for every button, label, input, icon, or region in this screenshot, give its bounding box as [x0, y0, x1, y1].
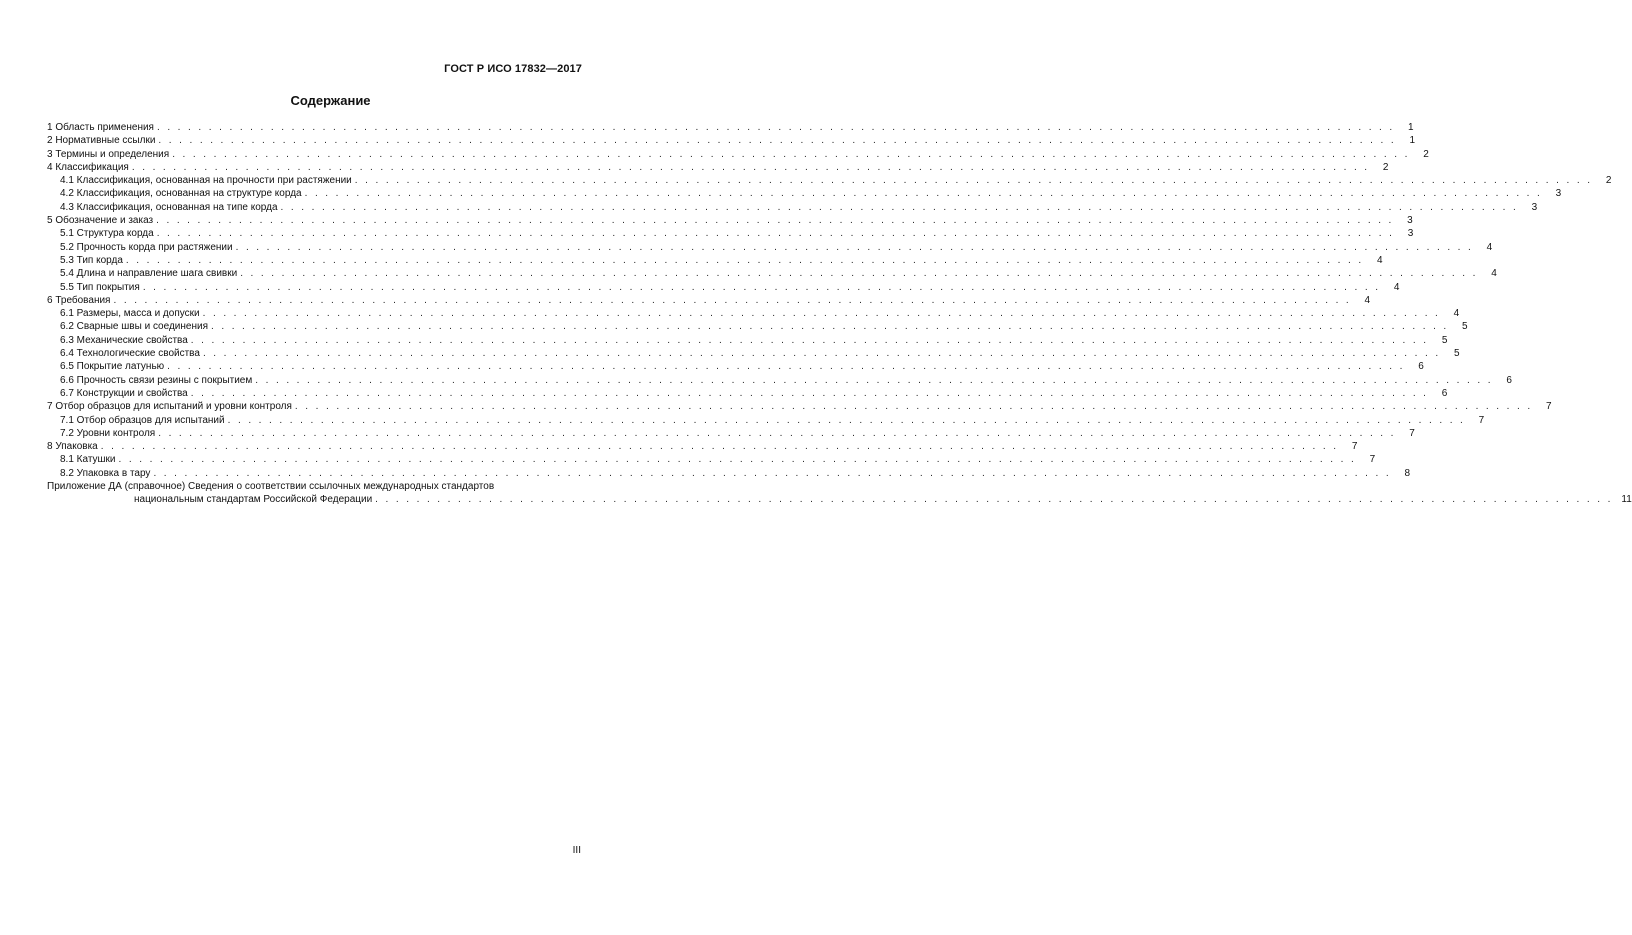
toc-entry[interactable]: [47, 187, 1562, 200]
toc-entry[interactable]: [47, 201, 1538, 214]
toc-entry-page: 7: [1409, 427, 1415, 439]
toc-entry[interactable]: [47, 214, 1413, 227]
toc-annex-label: национальным стандартам Российской Федерации: [134, 494, 373, 506]
toc-entry[interactable]: [47, 254, 1383, 267]
toc-entry[interactable]: [47, 440, 1358, 453]
toc-entry-page: 7: [1369, 454, 1376, 466]
toc-entry-label: 5.4 Длина и направление шага свивки: [60, 268, 238, 280]
toc-dot-leader: . . . . . . . . . . . . . . . . . . . . . . . . . . . . . . . . . . . . . . . . . . . . . . . . . . . . . . . . . . . . . . . . . . . . . . . . . . . . . . . . . . . . . . . . . . . . . . . . . . . . . . . . . . . . . . . . . . . . . . . .: [125, 254, 1364, 266]
toc-entry[interactable]: [47, 320, 1468, 333]
toc-entry-page: 4: [1376, 254, 1383, 266]
toc-entry[interactable]: [47, 148, 1429, 161]
toc-entry-label: 8.1 Катушки: [60, 454, 116, 466]
toc-dot-leader: . . . . . . . . . . . . . . . . . . . . . . . . . . . . . . . . . . . . . . . . . . . . . . . . . . . . . . . . . . . . . . . . . . . . . . . . . . . . . . . . . . . . . . . . . . . . . . . . . . . . . . . . . . . . . . . . . . . . . . . .: [167, 361, 1405, 373]
toc-entry-page: 4: [1486, 241, 1493, 253]
toc-entry-page: 5: [1454, 348, 1460, 360]
toc-entry[interactable]: [47, 267, 1497, 280]
toc-entry-label: 5.3 Тип корда: [60, 254, 123, 266]
toc-entry-page: 3: [1407, 215, 1413, 227]
toc-dot-leader: . . . . . . . . . . . . . . . . . . . . . . . . . . . . . . . . . . . . . . . . . . . . . . . . . . . . . . . . . . . . . . . . . . . . . . . . . . . . . . . . . . . . . . . . . . . . . . . . . . . . . . . . . . . . . . . . . . . . . . . .: [156, 122, 1395, 133]
toc-entry[interactable]: [47, 467, 1411, 480]
toc-dot-leader: . . . . . . . . . . . . . . . . . . . . . . . . . . . . . . . . . . . . . . . . . . . . . . . . . . . . . . . . . . . . . . . . . . . . . . . . . . . . . . . . . . . . . . . . . . . . . . . . . . . . . . . . . . . . . . . . . . . . . . . .: [131, 161, 1370, 173]
toc-entry[interactable]: [47, 307, 1460, 320]
toc-dot-leader: . . . . . . . . . . . . . . . . . . . . . . . . . . . . . . . . . . . . . . . . . . . . . . . . . . . . . . . . . . . . . . . . . . . . . . . . . . . . . . . . . . . . . . . . . . . . . . . . . . . . . . . . . . . . . . . . . . . . . . . .: [156, 228, 1395, 240]
toc-entry-label: 5.1 Структура корда: [60, 228, 154, 240]
toc-title: Содержание: [290, 93, 371, 108]
toc-entry-label: 1 Область применения: [47, 122, 154, 133]
toc-entry-label: 7.2 Уровни контроля: [60, 427, 156, 439]
toc-dot-leader: . . . . . . . . . . . . . . . . . . . . . . . . . . . . . . . . . . . . . . . . . . . . . . . . . . . . . . . . . . . . . . . . . . . . . . . . . . . . . . . . . . . . . . . . . . . . . . . . . . . . . . . . . . . . . . . . . . . . . . . .: [190, 334, 1429, 346]
toc-dot-leader: . . . . . . . . . . . . . . . . . . . . . . . . . . . . . . . . . . . . . . . . . . . . . . . . . . . . . . . . . . . . . . . . . . . . . . . . . . . . . . . . . . . . . . . . . . . . . . . . . . . . . . . . . . . . . . . . . . . . . . . .: [375, 494, 1613, 506]
toc-entry[interactable]: [47, 453, 1376, 466]
toc-dot-leader: . . . . . . . . . . . . . . . . . . . . . . . . . . . . . . . . . . . . . . . . . . . . . . . . . . . . . . . . . . . . . . . . . . . . . . . . . . . . . . . . . . . . . . . . . . . . . . . . . . . . . . . . . . . . . . . . . . . . . . . .: [190, 387, 1429, 399]
toc-entry[interactable]: [47, 374, 1512, 387]
toc-entry-label: 6.1 Размеры, масса и допуски: [60, 308, 200, 320]
page-number: III: [572, 845, 581, 856]
toc-dot-leader: . . . . . . . . . . . . . . . . . . . . . . . . . . . . . . . . . . . . . . . . . . . . . . . . . . . . . . . . . . . . . . . . . . . . . . . . . . . . . . . . . . . . . . . . . . . . . . . . . . . . . . . . . . . . . . . . . . . . . . . .: [156, 215, 1394, 227]
toc-entry[interactable]: [47, 294, 1371, 307]
toc-entry-label: 4.3 Классификация, основанная на типе корда: [60, 201, 278, 213]
toc-dot-leader: . . . . . . . . . . . . . . . . . . . . . . . . . . . . . . . . . . . . . . . . . . . . . . . . . . . . . . . . . . . . . . . . . . . . . . . . . . . . . . . . . . . . . . . . . . . . . . . . . . . . . . . . . . . . . . . . . . . . . . . .: [100, 441, 1339, 453]
toc-entry[interactable]: [47, 414, 1485, 427]
toc-dot-leader: . . . . . . . . . . . . . . . . . . . . . . . . . . . . . . . . . . . . . . . . . . . . . . . . . . . . . . . . . . . . . . . . . . . . . . . . . . . . . . . . . . . . . . . . . . . . . . . . . . . . . . . . . . . . . . . . . . . . . . . .: [294, 401, 1533, 413]
toc-entry[interactable]: [47, 161, 1389, 174]
toc-dot-leader: . . . . . . . . . . . . . . . . . . . . . . . . . . . . . . . . . . . . . . . . . . . . . . . . . . . . . . . . . . . . . . . . . . . . . . . . . . . . . . . . . . . . . . . . . . . . . . . . . . . . . . . . . . . . . . . . . . . . . . . .: [202, 348, 1441, 360]
table-of-contents: [47, 121, 1632, 507]
toc-entry-label: 4 Классификация: [47, 161, 129, 173]
toc-entry-page: 2: [1605, 175, 1612, 187]
toc-entry-label: 6.5 Покрытие латунью: [60, 361, 165, 373]
toc-dot-leader: . . . . . . . . . . . . . . . . . . . . . . . . . . . . . . . . . . . . . . . . . . . . . . . . . . . . . . . . . . . . . . . . . . . . . . . . . . . . . . . . . . . . . . . . . . . . . . . . . . . . . . . . . . . . . . . . . . . . . . . .: [227, 414, 1466, 426]
toc-entry-page: 6: [1506, 374, 1512, 386]
toc-annex-entry[interactable]: [47, 480, 1632, 507]
toc-dot-leader: . . . . . . . . . . . . . . . . . . . . . . . . . . . . . . . . . . . . . . . . . . . . . . . . . . . . . . . . . . . . . . . . . . . . . . . . . . . . . . . . . . . . . . . . . . . . . . . . . . . . . . . . . . . . . . . . . . . . . . . .: [202, 308, 1441, 320]
toc-entry-page: 4: [1364, 294, 1371, 306]
toc-entry-page: 7: [1478, 414, 1485, 426]
toc-entry[interactable]: [47, 347, 1460, 360]
toc-entry-label: 6.6 Прочность связи резины с покрытием: [60, 374, 253, 386]
toc-dot-leader: . . . . . . . . . . . . . . . . . . . . . . . . . . . . . . . . . . . . . . . . . . . . . . . . . . . . . . . . . . . . . . . . . . . . . . . . . . . . . . . . . . . . . . . . . . . . . . . . . . . . . . . . . . . . . . . . . . . . . . . .: [304, 188, 1543, 200]
toc-dot-leader: . . . . . . . . . . . . . . . . . . . . . . . . . . . . . . . . . . . . . . . . . . . . . . . . . . . . . . . . . . . . . . . . . . . . . . . . . . . . . . . . . . . . . . . . . . . . . . . . . . . . . . . . . . . . . . . . . . . . . . . .: [118, 454, 1357, 466]
toc-entry[interactable]: [47, 360, 1424, 373]
toc-entry-page: 1: [1408, 122, 1414, 133]
toc-entry[interactable]: [47, 427, 1415, 440]
document-id: ГОСТ Р ИСО 17832—2017: [444, 63, 582, 75]
toc-entry[interactable]: [47, 227, 1414, 240]
toc-entry-page: 2: [1382, 161, 1389, 173]
toc-entry[interactable]: [47, 387, 1448, 400]
toc-entry-page: 3: [1407, 228, 1414, 240]
toc-annex-page: 11: [1621, 494, 1632, 506]
toc-entry[interactable]: [47, 334, 1448, 347]
toc-entry-label: 6.2 Сварные швы и соединения: [60, 321, 208, 333]
toc-dot-leader: . . . . . . . . . . . . . . . . . . . . . . . . . . . . . . . . . . . . . . . . . . . . . . . . . . . . . . . . . . . . . . . . . . . . . . . . . . . . . . . . . . . . . . . . . . . . . . . . . . . . . . . . . . . . . . . . . . . . . . . .: [158, 135, 1397, 147]
toc-dot-leader: . . . . . . . . . . . . . . . . . . . . . . . . . . . . . . . . . . . . . . . . . . . . . . . . . . . . . . . . . . . . . . . . . . . . . . . . . . . . . . . . . . . . . . . . . . . . . . . . . . . . . . . . . . . . . . . . . . . . . . . .: [255, 374, 1493, 386]
toc-entry[interactable]: [47, 134, 1416, 147]
toc-dot-leader: . . . . . . . . . . . . . . . . . . . . . . . . . . . . . . . . . . . . . . . . . . . . . . . . . . . . . . . . . . . . . . . . . . . . . . . . . . . . . . . . . . . . . . . . . . . . . . . . . . . . . . . . . . . . . . . . . . . . . . . .: [210, 321, 1449, 333]
toc-annex-title: Приложение ДА (справочное) Сведения о соответствии ссылочных международных стандартов: [47, 481, 495, 493]
toc-entry-label: 8.2 Упаковка в тару: [60, 467, 151, 479]
toc-entry-page: 4: [1491, 268, 1497, 280]
toc-entry-label: 6 Требования: [47, 294, 111, 306]
toc-entry[interactable]: [47, 174, 1612, 187]
toc-dot-leader: . . . . . . . . . . . . . . . . . . . . . . . . . . . . . . . . . . . . . . . . . . . . . . . . . . . . . . . . . . . . . . . . . . . . . . . . . . . . . . . . . . . . . . . . . . . . . . . . . . . . . . . . . . . . . . . . . . . . . . . .: [172, 148, 1410, 160]
toc-entry[interactable]: [47, 121, 1414, 134]
toc-annex-continuation: [47, 493, 1632, 506]
toc-entry-label: 7.1 Отбор образцов для испытаний: [60, 414, 225, 426]
toc-entry-page: 5: [1441, 334, 1448, 346]
toc-dot-leader: . . . . . . . . . . . . . . . . . . . . . . . . . . . . . . . . . . . . . . . . . . . . . . . . . . . . . . . . . . . . . . . . . . . . . . . . . . . . . . . . . . . . . . . . . . . . . . . . . . . . . . . . . . . . . . . . . . . . . . . .: [153, 467, 1392, 479]
toc-entry-label: 8 Упаковка: [47, 441, 98, 453]
toc-entry-page: 6: [1441, 387, 1448, 399]
toc-dot-leader: . . . . . . . . . . . . . . . . . . . . . . . . . . . . . . . . . . . . . . . . . . . . . . . . . . . . . . . . . . . . . . . . . . . . . . . . . . . . . . . . . . . . . . . . . . . . . . . . . . . . . . . . . . . . . . . . . . . . . . . .: [113, 294, 1352, 306]
toc-dot-leader: . . . . . . . . . . . . . . . . . . . . . . . . . . . . . . . . . . . . . . . . . . . . . . . . . . . . . . . . . . . . . . . . . . . . . . . . . . . . . . . . . . . . . . . . . . . . . . . . . . . . . . . . . . . . . . . . . . . . . . . .: [240, 268, 1478, 280]
toc-dot-leader: . . . . . . . . . . . . . . . . . . . . . . . . . . . . . . . . . . . . . . . . . . . . . . . . . . . . . . . . . . . . . . . . . . . . . . . . . . . . . . . . . . . . . . . . . . . . . . . . . . . . . . . . . . . . . . . . . . . . . . . .: [235, 241, 1474, 253]
toc-dot-leader: . . . . . . . . . . . . . . . . . . . . . . . . . . . . . . . . . . . . . . . . . . . . . . . . . . . . . . . . . . . . . . . . . . . . . . . . . . . . . . . . . . . . . . . . . . . . . . . . . . . . . . . . . . . . . . . . . . . . . . . .: [354, 175, 1593, 187]
toc-entry[interactable]: [47, 281, 1400, 294]
toc-entry-label: 5.5 Тип покрытия: [60, 281, 140, 293]
toc-dot-leader: . . . . . . . . . . . . . . . . . . . . . . . . . . . . . . . . . . . . . . . . . . . . . . . . . . . . . . . . . . . . . . . . . . . . . . . . . . . . . . . . . . . . . . . . . . . . . . . . . . . . . . . . . . . . . . . . . . . . . . . .: [280, 201, 1519, 213]
toc-entry-page: 2: [1423, 148, 1429, 160]
toc-entry-page: 3: [1531, 201, 1538, 213]
toc-dot-leader: . . . . . . . . . . . . . . . . . . . . . . . . . . . . . . . . . . . . . . . . . . . . . . . . . . . . . . . . . . . . . . . . . . . . . . . . . . . . . . . . . . . . . . . . . . . . . . . . . . . . . . . . . . . . . . . . . . . . . . . .: [142, 281, 1381, 293]
toc-entry-label: 5 Обозначение и заказ: [47, 215, 154, 227]
toc-entry-label: 6.7 Конструкции и свойства: [60, 387, 188, 399]
toc-entry-page: 5: [1462, 321, 1468, 333]
toc-entry-page: 8: [1404, 467, 1411, 479]
toc-entry-label: 2 Нормативные ссылки: [47, 135, 156, 147]
toc-dot-leader: . . . . . . . . . . . . . . . . . . . . . . . . . . . . . . . . . . . . . . . . . . . . . . . . . . . . . . . . . . . . . . . . . . . . . . . . . . . . . . . . . . . . . . . . . . . . . . . . . . . . . . . . . . . . . . . . . . . . . . . .: [158, 427, 1396, 439]
toc-entry[interactable]: [47, 241, 1493, 254]
toc-entry[interactable]: [47, 400, 1552, 413]
toc-entry-label: 3 Термины и определения: [47, 148, 170, 160]
toc-entry-label: 5.2 Прочность корда при растяжении: [60, 241, 233, 253]
toc-entry-label: 4.2 Классификация, основанная на структуре корда: [60, 188, 302, 200]
toc-entry-page: 4: [1453, 308, 1460, 320]
toc-entry-label: 6.3 Механические свойства: [60, 334, 188, 346]
toc-entry-label: 7 Отбор образцов для испытаний и уровни контроля: [47, 401, 292, 413]
toc-entry-label: 6.4 Технологические свойства: [60, 348, 200, 360]
toc-entry-page: 7: [1351, 441, 1358, 453]
toc-entry-page: 3: [1555, 188, 1562, 200]
toc-entry-page: 7: [1545, 401, 1552, 413]
toc-entry-label: 4.1 Классификация, основанная на прочности при растяжении: [60, 175, 352, 187]
toc-entry-page: 1: [1409, 135, 1416, 147]
toc-entry-page: 4: [1393, 281, 1400, 293]
toc-entry-page: 6: [1418, 361, 1424, 373]
